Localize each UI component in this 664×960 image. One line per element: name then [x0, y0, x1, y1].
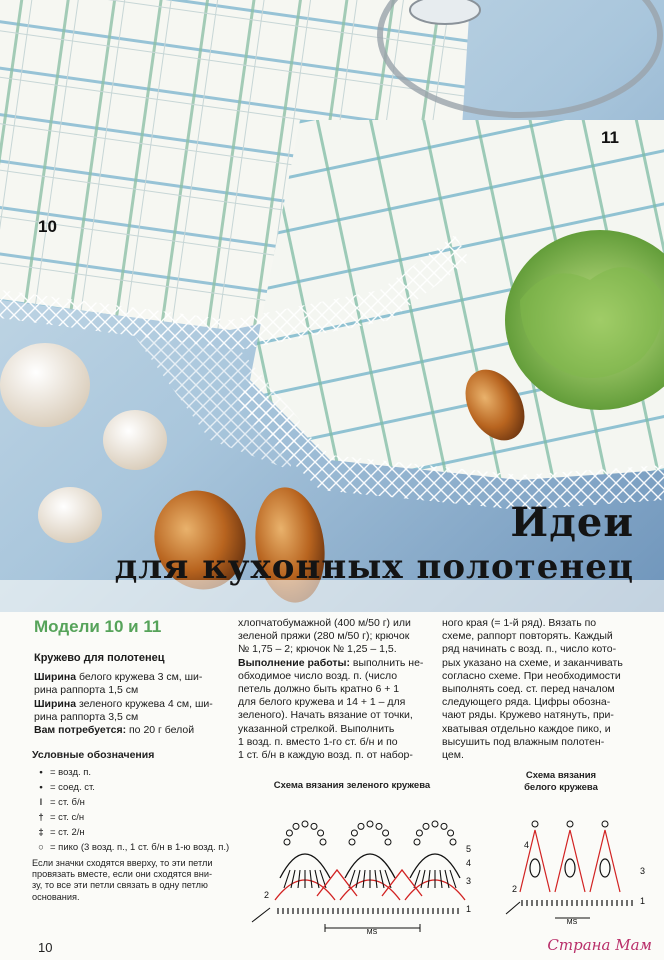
text-line: согласно схеме. При необходимости [442, 669, 621, 682]
legend-symbol-icon: ○ [38, 841, 44, 853]
text-line: чают ряды. Кружево натянуть, при- [442, 709, 614, 722]
picot-mark [441, 823, 447, 829]
stitch-mark [310, 870, 312, 888]
legend-item [32, 781, 232, 796]
text-line [34, 684, 224, 697]
text-line-bold: Вам потребуется: [34, 724, 127, 737]
stitch-mark [298, 870, 300, 888]
row-number-label: 1 [640, 896, 646, 906]
stitch-mark [380, 870, 384, 888]
legend-note-line: провязать вместе, если они сходятся вни- [32, 869, 213, 879]
row-number-label: 2 [264, 890, 270, 900]
stitch-mark [445, 870, 449, 888]
models-heading: Модели 10 и 11 [34, 617, 162, 636]
row-number-label: 4 [466, 858, 472, 868]
title-line-1: Идеи [510, 499, 634, 546]
text-line [34, 698, 224, 711]
stitch-mark [428, 870, 430, 888]
stitch-mark [363, 870, 365, 888]
text-line [238, 723, 433, 736]
picot-mark [450, 839, 456, 845]
text-line: высушить под влажным полотен- [442, 735, 605, 748]
picot-mark [385, 839, 391, 845]
stitch-mark [356, 870, 360, 888]
legend-item [32, 841, 232, 856]
peak-red [590, 830, 620, 892]
picot-mark [311, 823, 317, 829]
text-line-rest: обходимое число возд. п. (число [238, 669, 398, 682]
legend-note-line: основания. [32, 891, 80, 902]
text-line [238, 643, 433, 656]
text-line: ряд начинать с возд. п., число кото- [442, 643, 617, 656]
picot-mark [423, 823, 429, 829]
text-line: цем. [442, 749, 464, 762]
legend-label: = ст. б/н [50, 796, 85, 808]
text-line-rest: рина раппорта 1,5 см [34, 684, 139, 697]
picot-mark [602, 821, 608, 827]
picot-mark [532, 821, 538, 827]
stitch-mark [440, 870, 442, 888]
title-line-2: для кухонных полотенец [114, 547, 634, 587]
start-arrow-icon [252, 908, 270, 922]
legend-note [32, 858, 232, 904]
legend-item [32, 826, 232, 841]
legend-note-line: зу, то все эти петли связать в одну петлю [32, 880, 208, 891]
text-line-bold: Выполнение работы: [238, 656, 350, 669]
text-line [238, 749, 433, 762]
picot-mark [293, 823, 299, 829]
text-line [238, 630, 433, 643]
legend-symbol-icon: ǀ [39, 796, 43, 808]
picot-mark [432, 821, 438, 827]
ms-label: MS [366, 929, 378, 936]
picot-mark [367, 821, 373, 827]
text-line: следующего ряда. Цифры обозна- [442, 696, 611, 709]
page-number: 10 [38, 940, 53, 955]
column-1 [34, 652, 224, 737]
picot-mark [286, 830, 292, 836]
text-line [34, 724, 224, 737]
row-number-label: 5 [466, 844, 472, 854]
white-lace-diagram [506, 821, 645, 926]
cluster-mark [565, 859, 575, 877]
legend-label: = ст. с/н [50, 811, 85, 823]
text-line [238, 657, 433, 670]
legend-item [32, 766, 232, 781]
text-line-bold: Ширина [34, 697, 77, 710]
green-lace-diagram [252, 821, 471, 936]
text-line: выполнять соед. ст. перед началом [442, 683, 615, 696]
text-line [238, 696, 433, 709]
crochet-diagrams [230, 800, 664, 940]
legend-items [32, 766, 232, 856]
legend-symbol-icon: † [38, 811, 44, 823]
picot-mark [302, 821, 308, 827]
text-line [34, 711, 224, 724]
text-line: ного края (= 1-й ряд). Вязать по [442, 617, 597, 629]
cluster-mark [530, 859, 540, 877]
text-line [238, 736, 433, 749]
text-line [238, 709, 433, 722]
text-line-rest: хлопчатобумажной (400 м/50 г) или [238, 617, 411, 629]
model-label-11: 11 [601, 128, 619, 147]
watermark: Страна Мам [547, 936, 652, 954]
picot-mark [320, 839, 326, 845]
legend-symbol-icon: • [39, 766, 43, 778]
column-1-body [34, 671, 224, 737]
legend-label: = соед. ст. [50, 781, 95, 793]
row-number-label: 1 [466, 904, 472, 914]
stitch-mark [315, 870, 319, 888]
column-2 [238, 617, 433, 762]
text-line-rest: по 20 г белой [126, 724, 195, 737]
picot-mark [284, 839, 290, 845]
stitch-mark [291, 870, 295, 888]
model-label-10: 10 [38, 217, 57, 236]
text-line-rest: зеленой пряжи (280 м/50 г); крючок [238, 630, 410, 643]
stitch-mark [375, 870, 377, 888]
text-line-rest: 1 ст. б/н в каждую возд. п. от набор- [238, 749, 413, 762]
ms-label: MS [566, 919, 578, 926]
cluster-mark [600, 859, 610, 877]
legend-symbol-icon: ‡ [38, 826, 44, 838]
column-3 [442, 617, 637, 762]
picot-mark [376, 823, 382, 829]
peak-red [555, 830, 585, 892]
text-line-rest: зеленого кружева 4 см, ши- [76, 697, 213, 710]
legend-note-line: Если значки сходятся вверху, то эти петли [32, 857, 213, 868]
picot-mark [567, 821, 573, 827]
text-line-rest: № 1,75 – 2; крючок № 1,25 – 1,5. [238, 643, 397, 656]
legend-label: = возд. п. [50, 766, 92, 778]
text-line [34, 671, 224, 684]
page-title [115, 500, 634, 588]
picot-mark [383, 830, 389, 836]
legend-item [32, 811, 232, 826]
text-line-rest: белого кружева 3 см, ши- [76, 671, 203, 684]
green-diagram-title: Схема вязания зеленого кружева [273, 780, 431, 791]
text-line [238, 683, 433, 696]
text-line: схеме, раппорт повторять. Каждый [442, 630, 613, 643]
text-line-rest: указанной стрелкой. Выполнить [238, 722, 395, 735]
legend-label: = ст. 2/н [50, 826, 85, 838]
text-line-rest: петель должно быть кратно 6 + 1 [238, 683, 400, 696]
row-number-label: 3 [466, 876, 472, 886]
subheading: Кружево для полотенец [34, 652, 165, 664]
picot-mark [416, 830, 422, 836]
picot-mark [414, 839, 420, 845]
text-line-rest: зеленого). Начать вязание от точки, [238, 709, 413, 722]
text-line-rest: для белого кружева и 14 + 1 – для [238, 696, 406, 709]
start-arrow-icon [506, 902, 520, 914]
white-diagram-title-line-2: белого кружева [524, 782, 598, 793]
legend [32, 749, 232, 903]
legend-item [32, 796, 232, 811]
picot-mark [318, 830, 324, 836]
legend-label: = пико (3 возд. п., 1 ст. б/н в 1-ю возд. п.) [50, 841, 230, 853]
legend-title: Условные обозначения [32, 749, 155, 761]
white-diagram-title-line-1: Схема вязания [525, 770, 597, 781]
text-line-rest: 1 возд. п. вместо 1-го ст. б/н и по [238, 735, 398, 748]
picot-mark [349, 839, 355, 845]
text-line-bold: Ширина [34, 671, 77, 684]
row-number-label: 4 [524, 840, 530, 850]
text-line-rest: выполнить не- [349, 656, 424, 669]
white-diagram-title [506, 770, 616, 794]
text-line [238, 617, 433, 630]
legend-symbol-icon: • [39, 781, 43, 793]
text-line: хватывая отдельно каждое пико, и [442, 722, 611, 735]
row-number-label: 2 [512, 884, 518, 894]
text-line [238, 670, 433, 683]
picot-mark [351, 830, 357, 836]
picot-mark [358, 823, 364, 829]
row-number-label: 3 [640, 866, 646, 876]
text-line: рых указано на схеме, и заканчивать [442, 656, 623, 669]
stitch-mark [421, 870, 425, 888]
picot-mark [448, 830, 454, 836]
text-line-rest: рина раппорта 3,5 см [34, 710, 139, 723]
